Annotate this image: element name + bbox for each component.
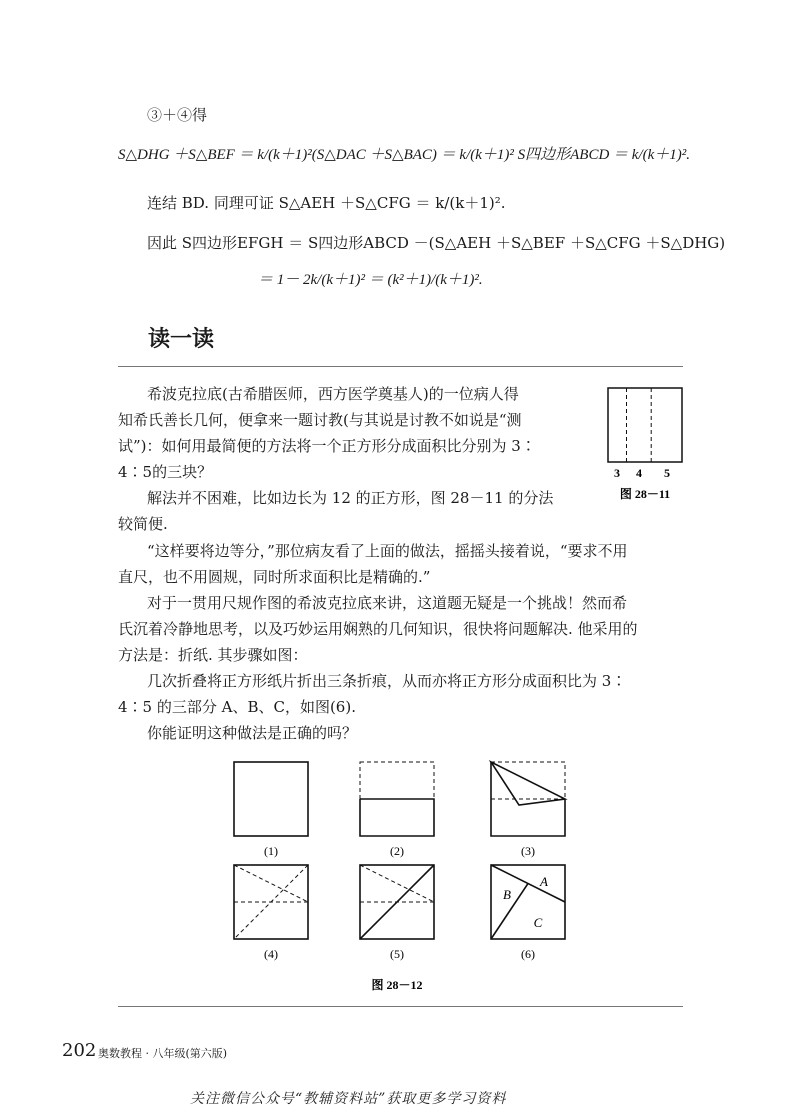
fig-caption-4: (4) xyxy=(264,947,278,961)
paragraph-1-line-2: 知希氏善长几何，便拿来一题讨教(与其说是讨教不如说是“测 xyxy=(118,411,522,429)
section-divider xyxy=(118,366,683,367)
paragraph-4-line-2: 氏沉着冷静地思考，以及巧妙运用娴熟的几何知识，很快将问题解决. 他采用的 xyxy=(118,620,638,638)
figure-28-12 xyxy=(225,755,580,1000)
proof-equation-1: S△DHG ＋S△BEF ＝ k/(k＋1)²(S△DAC ＋S△BAC) ＝ k/(k＋1)² S四边形ABCD ＝ k/(k＋1)². xyxy=(118,147,691,163)
paragraph-6: 你能证明这种做法是正确的吗？ xyxy=(147,724,358,742)
fig-step-5-crease-diag xyxy=(360,865,434,902)
fig-28-11-label-5: 5 xyxy=(664,466,670,480)
fig-region-b: B xyxy=(503,887,511,902)
paragraph-1-line-4: 4∶5的三块？ xyxy=(118,463,213,481)
fig-caption-1: (1) xyxy=(264,844,278,858)
figure-28-11 xyxy=(600,380,690,505)
fig-28-11-caption: 图 28－11 xyxy=(619,487,671,501)
paragraph-3-line-2: 直尺，也不用圆规，同时所求面积比是精确的.” xyxy=(118,568,431,586)
bottom-divider xyxy=(118,1006,683,1007)
fig-step-5-fold-line xyxy=(360,865,434,939)
fig-step-2-folded-half xyxy=(360,799,434,836)
paragraph-1-line-1: 希波克拉底(古希腊医师，西方医学奠基人)的一位病人得 xyxy=(147,385,519,403)
book-title: 奥数教程 · 八年级(第六版) xyxy=(98,1047,228,1060)
watermark-text: 关注微信公众号“教辅资料站”获取更多学习资料 xyxy=(190,1091,507,1107)
section-title: 读一读 xyxy=(148,326,215,352)
paragraph-4-line-3: 方法是：折纸. 其步骤如图： xyxy=(118,646,308,664)
fig-step-6-square xyxy=(491,865,565,939)
proof-equation-2: 连结 BD. 同理可证 S△AEH ＋S△CFG ＝ k/(k＋1)². xyxy=(147,194,506,212)
fig-region-a: A xyxy=(540,874,548,889)
paragraph-2-line-2: 较简便. xyxy=(118,515,168,533)
fig-28-11-label-4: 4 xyxy=(636,466,642,480)
proof-equation-3: 因此 S四边形EFGH ＝ S四边形ABCD －(S△AEH ＋S△BEF ＋S△CFG ＋S△DHG) xyxy=(147,234,726,252)
fig-caption-2: (2) xyxy=(390,844,404,858)
fig-28-12-caption: 图 28－12 xyxy=(371,978,423,992)
fig-region-c: C xyxy=(533,915,543,930)
proof-equation-4: ＝ 1－ 2k/(k＋1)² ＝ (k²＋1)/(k＋1)². xyxy=(258,272,483,288)
paragraph-5-line-1: 几次折叠将正方形纸片折出三条折痕，从而亦将正方形分成面积比为 3∶ xyxy=(147,672,627,690)
fig-step-4-crease-cross xyxy=(234,865,308,939)
paragraph-4-line-1: 对于一贯用尺规作图的希波克拉底来讲，这道题无疑是一个挑战！然而希 xyxy=(147,594,628,612)
fig-28-11-square xyxy=(608,388,682,462)
fig-caption-6: (6) xyxy=(521,947,535,961)
fig-caption-3: (3) xyxy=(521,844,535,858)
paragraph-2-line-1: 解法并不困难，比如边长为 12 的正方形，图 28－11 的分法 xyxy=(147,489,554,507)
paragraph-1-line-3: 试”)：如何用最简便的方法将一个正方形分成面积比分别为 3∶ xyxy=(118,437,536,455)
fig-step-1-square xyxy=(234,762,308,836)
paragraph-5-line-2: 4∶5 的三部分 A、B、C，如图(6). xyxy=(118,698,356,716)
paragraph-3-line-1: “这样要将边等分，”那位病友看了上面的做法，摇摇头接着说，“要求不用 xyxy=(147,542,628,560)
page-number: 202 xyxy=(62,1040,97,1061)
fig-step-4-crease-diag xyxy=(234,865,308,902)
proof-step-label: ③＋④得 xyxy=(147,106,208,124)
fig-28-11-label-3: 3 xyxy=(614,466,620,480)
fig-caption-5: (5) xyxy=(390,947,404,961)
